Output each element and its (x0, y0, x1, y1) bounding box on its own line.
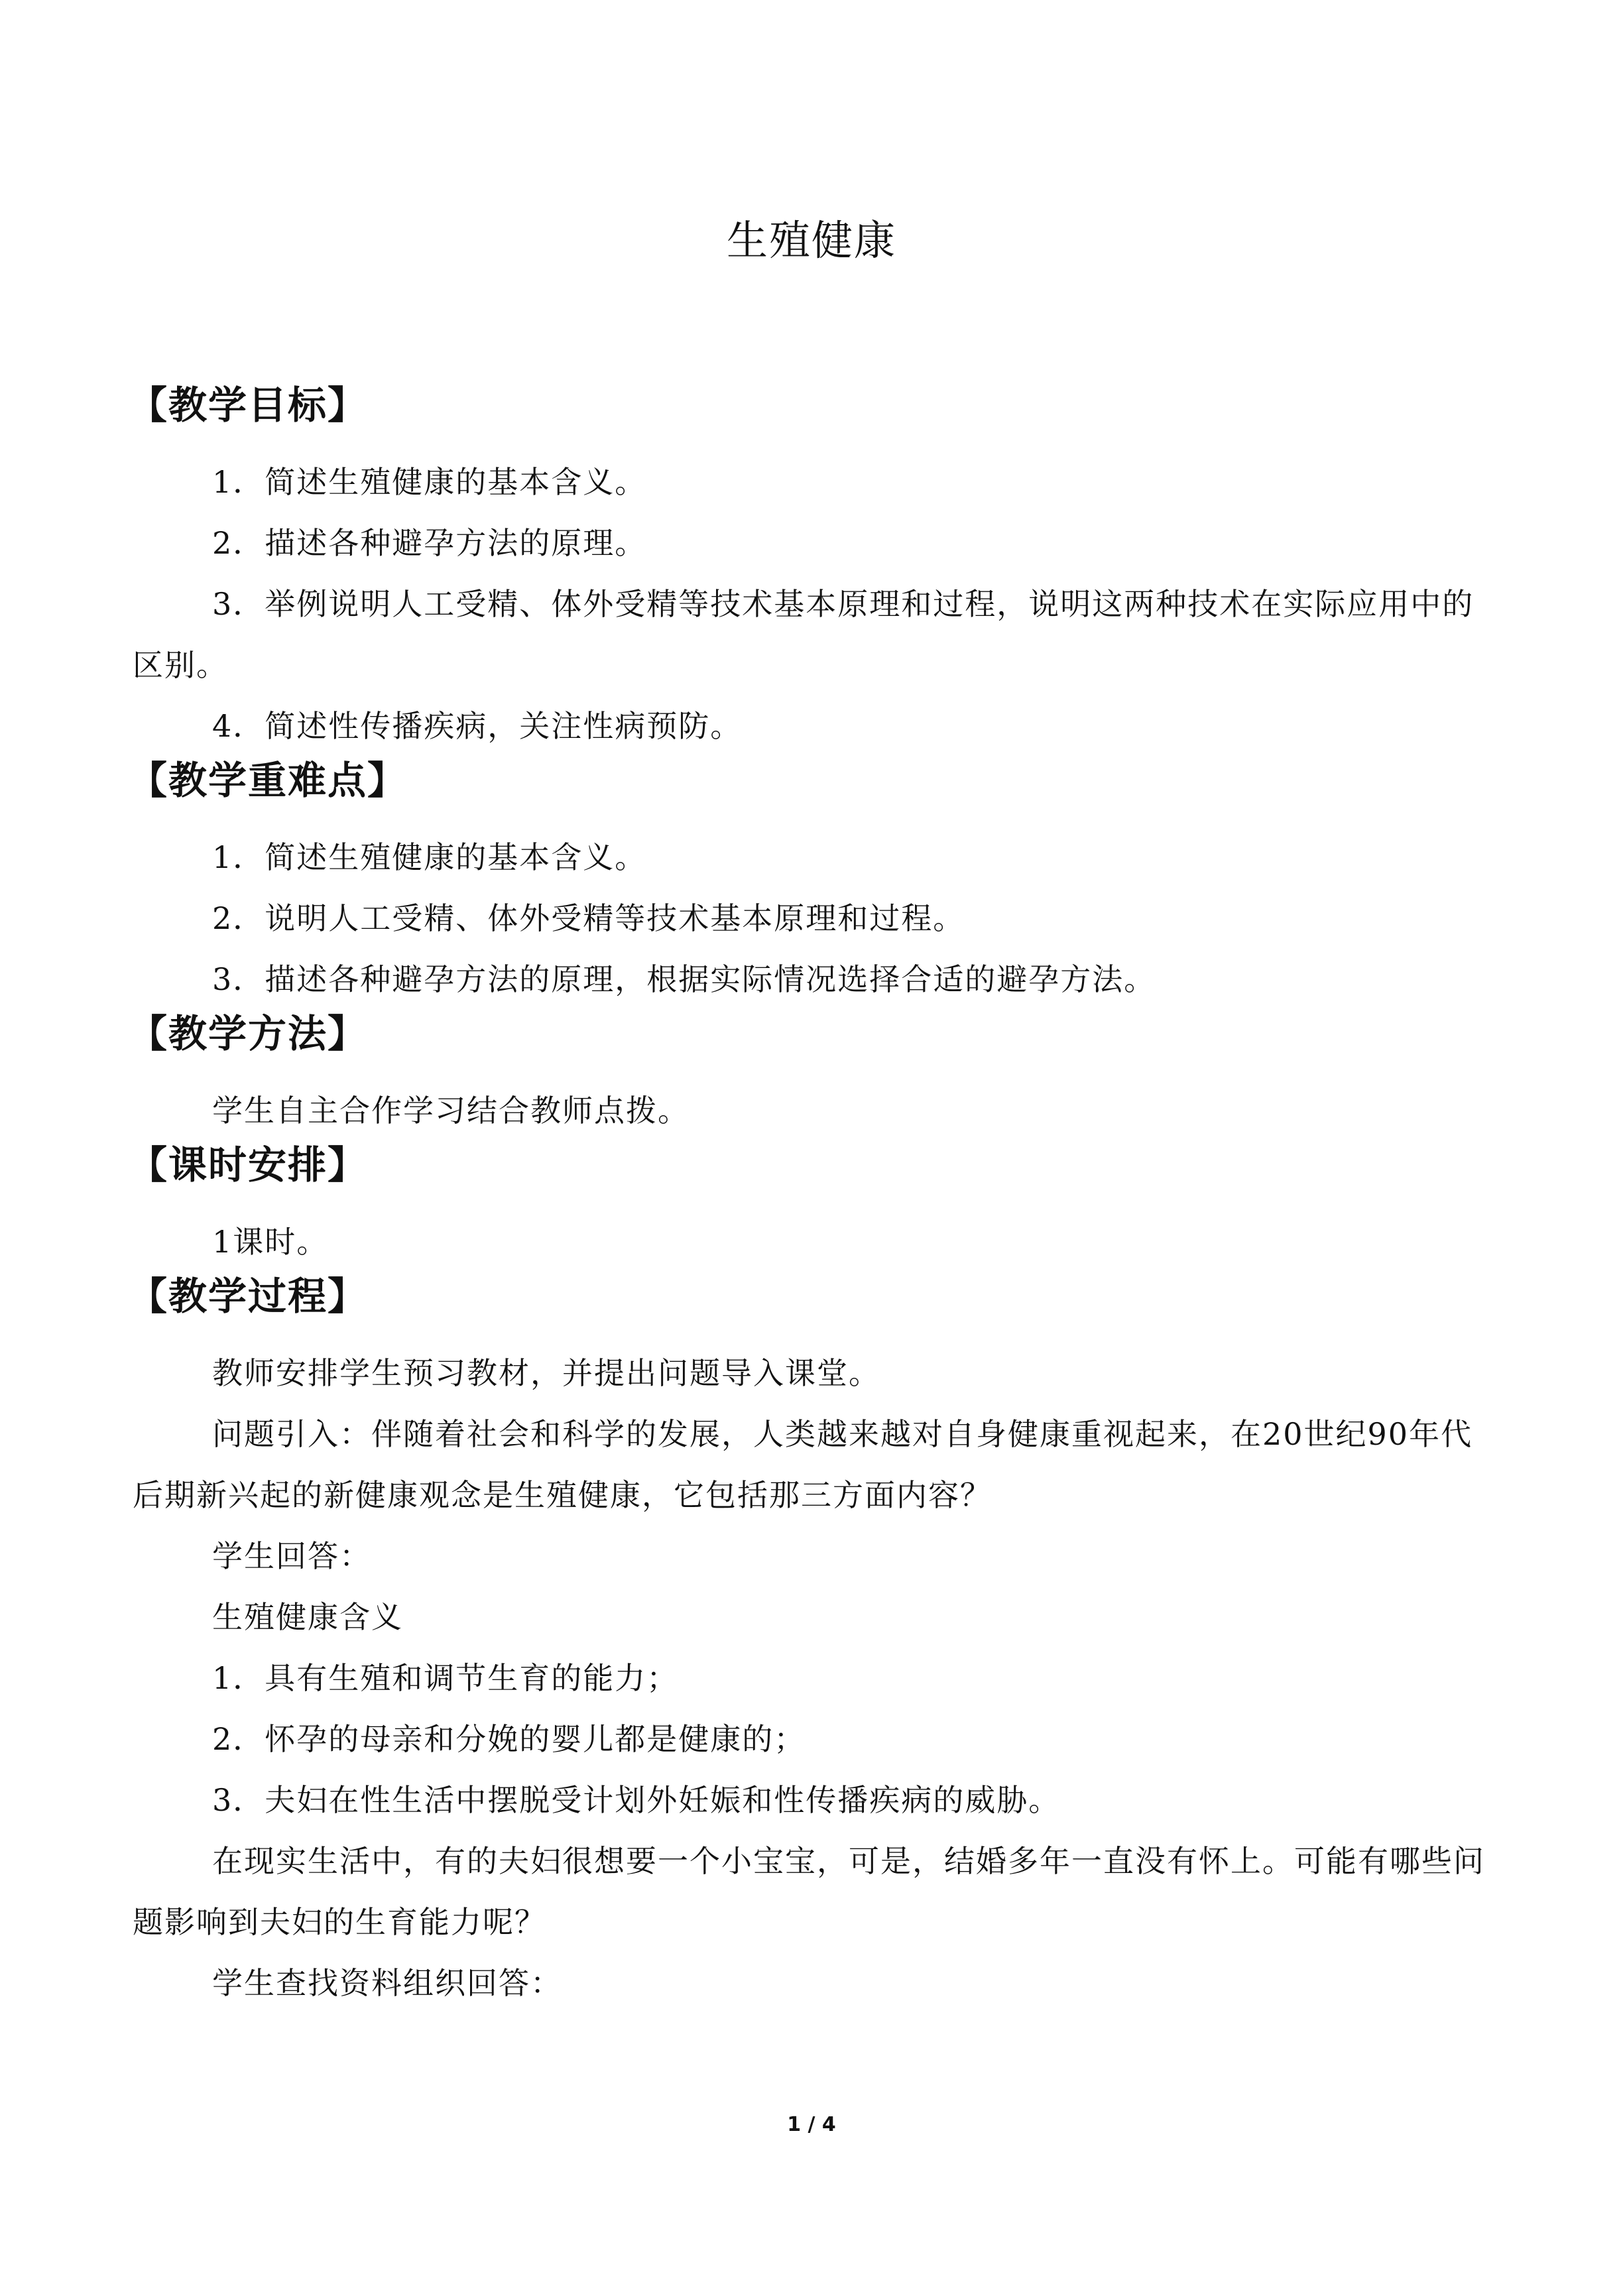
document-title: 生殖健康 (726, 216, 896, 265)
page-number: 1 / 4 (787, 2113, 836, 2136)
paragraph: 学生查找资料组织回答： (212, 1965, 562, 2001)
section-key-points (129, 756, 1485, 1010)
paragraph: 在现实生活中，有的夫妇很想要一个小宝宝，可是，结婚多年一直没有怀上。可能有哪些问题影响到夫妇的生育能力呢？ (133, 1843, 1485, 1940)
section-objectives (129, 381, 1485, 756)
paragraph: 1．简述生殖健康的基本含义。 (212, 464, 647, 500)
paragraph: 2．说明人工受精、体外受精等技术基本原理和过程。 (212, 900, 965, 936)
section-heading: 【教学过程】 (129, 1274, 368, 1319)
paragraph: 生殖健康含义 (212, 1599, 403, 1635)
section-heading: 【教学重难点】 (129, 758, 408, 803)
paragraph: 1．具有生殖和调节生育的能力； (212, 1660, 679, 1696)
section-heading: 【课时安排】 (129, 1142, 368, 1187)
paragraph: 2．怀孕的母亲和分娩的婴儿都是健康的； (212, 1721, 806, 1757)
paragraph: 学生自主合作学习结合教师点拨。 (212, 1093, 690, 1128)
paragraph: 3．举例说明人工受精、体外受精等技术基本原理和过程，说明这两种技术在实际应用中的区别。 (133, 586, 1474, 683)
document-body (129, 381, 1485, 2014)
section-heading: 【教学方法】 (129, 1011, 368, 1056)
section-heading: 【教学目标】 (129, 383, 368, 428)
section-methods (129, 1010, 1485, 1141)
paragraph: 教师安排学生预习教材，并提出问题导入课堂。 (212, 1355, 880, 1391)
paragraph: 1．简述生殖健康的基本含义。 (212, 839, 647, 875)
paragraph: 3．夫妇在性生活中摆脱受计划外妊娠和性传播疾病的威胁。 (212, 1782, 1061, 1818)
paragraph: 1课时。 (212, 1224, 329, 1260)
paragraph: 学生回答： (212, 1538, 371, 1574)
section-schedule (129, 1141, 1485, 1272)
paragraph: 问题引入：伴随着社会和科学的发展，人类越来越对自身健康重视起来，在20世纪90年代后期新兴起的新健康观念是生殖健康，它包括那三方面内容？ (133, 1416, 1473, 1513)
paragraph: 2．描述各种避孕方法的原理。 (212, 525, 647, 561)
paragraph: 4．简述性传播疾病，关注性病预防。 (212, 708, 743, 744)
paragraph: 3．描述各种避孕方法的原理，根据实际情况选择合适的避孕方法。 (212, 961, 1156, 997)
section-process (129, 1272, 1485, 2014)
